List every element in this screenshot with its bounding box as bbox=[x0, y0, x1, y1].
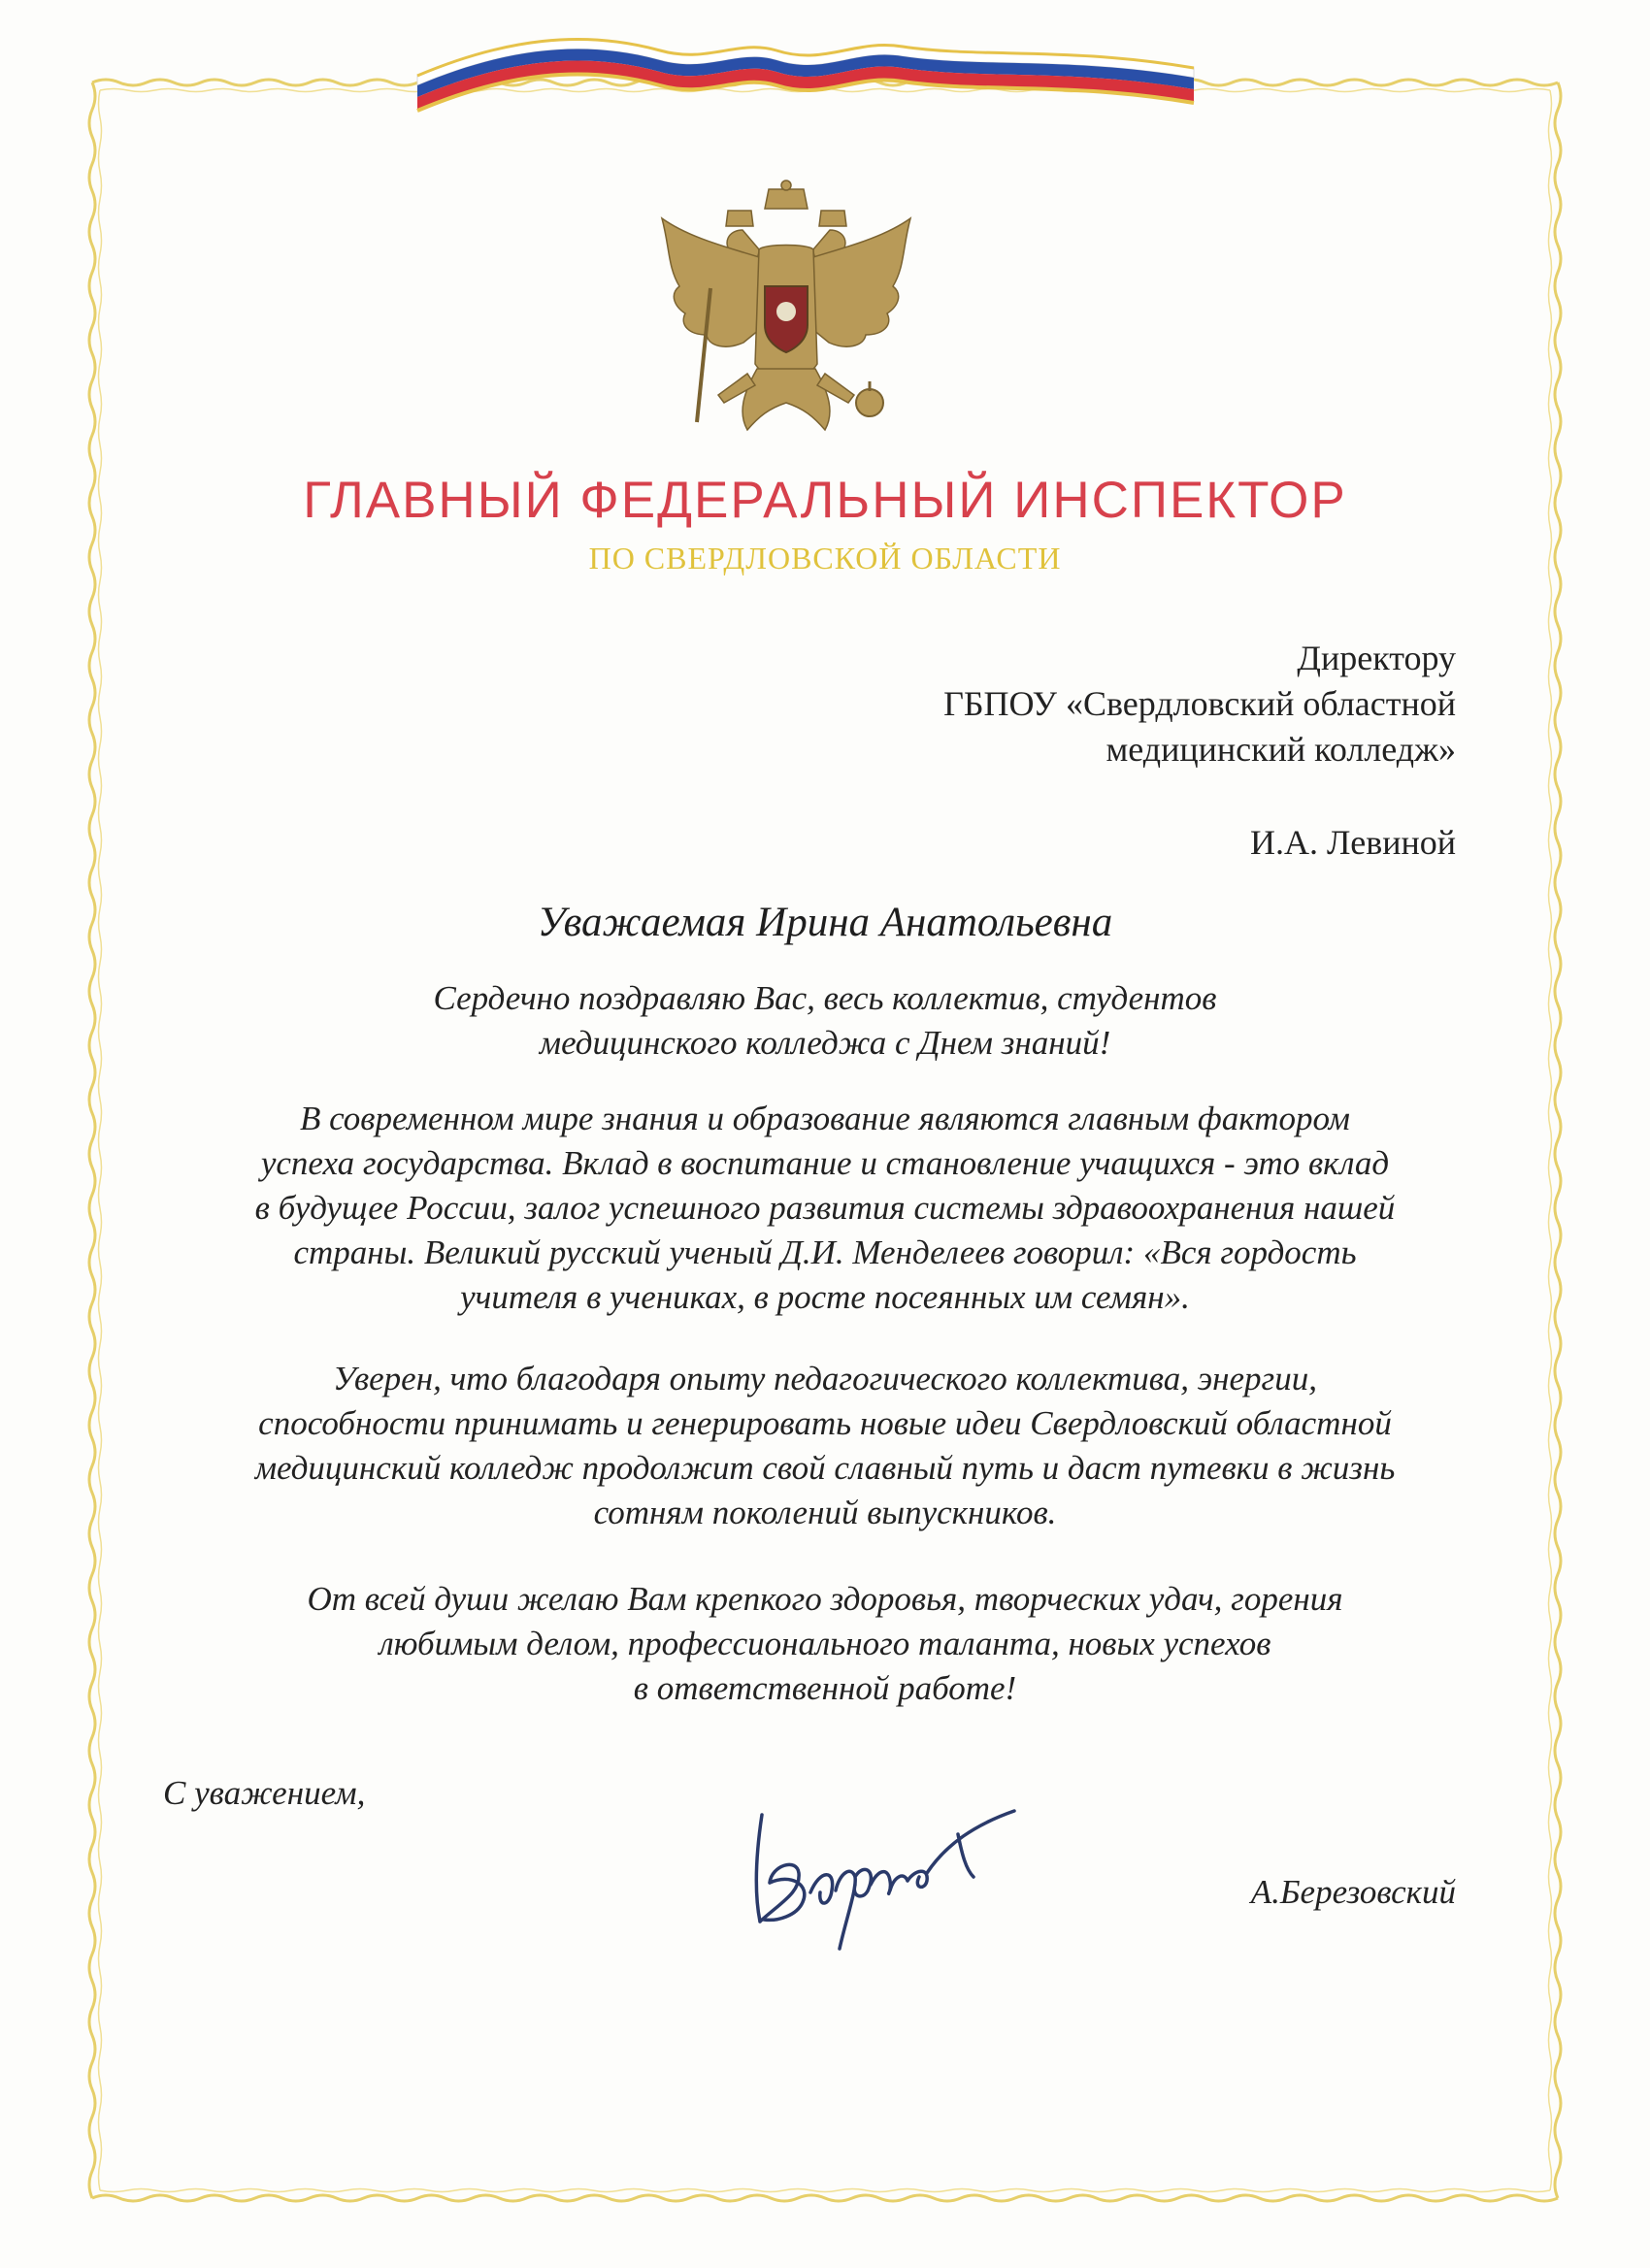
closing-phrase: С уважением, bbox=[163, 1774, 366, 1812]
paragraph-wishes bbox=[146, 1577, 1504, 1711]
paragraph-greeting bbox=[146, 976, 1504, 1066]
paragraph-line: Сердечно поздравляю Вас, весь коллектив, студентов bbox=[433, 979, 1217, 1017]
paragraph-line: В современном мире знания и образование являются главным фактором bbox=[300, 1100, 1350, 1137]
paragraph-line: страны. Великий русский ученый Д.И. Менделеев говорил: «Вся гордость bbox=[293, 1233, 1357, 1271]
signature-icon bbox=[742, 1776, 1034, 1951]
addressee-organization: ГБПОУ «Свердловский областной bbox=[943, 684, 1456, 723]
emblem-icon bbox=[650, 180, 922, 442]
salutation: Уважаемая Ирина Анатольевна bbox=[537, 900, 1113, 945]
ribbon-icon bbox=[0, 0, 1650, 146]
addressee-name: И.А. Левиной bbox=[1250, 823, 1456, 862]
document-subtitle: ПО СВЕРДЛОВСКОЙ ОБЛАСТИ bbox=[588, 541, 1062, 575]
signer-name: А.Березовский bbox=[1250, 1873, 1456, 1911]
paragraph-line: любимым делом, профессионального таланта, новых успехов bbox=[379, 1625, 1271, 1662]
paragraph-line: в ответственной работе! bbox=[633, 1669, 1017, 1707]
paragraph-line: медицинского колледжа с Днем знаний! bbox=[539, 1024, 1111, 1062]
paragraph-line: От всей души желаю Вам крепкого здоровья, творческих удач, горения bbox=[307, 1580, 1343, 1618]
addressee-position: Директору bbox=[1297, 639, 1456, 677]
paragraph-line: в будущее России, залог успешного развития системы здравоохранения нашей bbox=[254, 1189, 1396, 1227]
addressee-block bbox=[776, 636, 1456, 866]
paragraph-education bbox=[146, 1097, 1504, 1320]
addressee-organization-cont: медицинский колледж» bbox=[1106, 730, 1456, 769]
paragraph-line: медицинский колледж продолжит свой славный путь и даст путевки в жизнь bbox=[254, 1449, 1396, 1487]
paragraph-line: Уверен, что благодаря опыту педагогического коллектива, энергии, bbox=[333, 1360, 1317, 1397]
paragraph-line: сотням поколений выпускников. bbox=[593, 1494, 1057, 1531]
paragraph-line: способности принимать и генерировать новые идеи Свердловский областной bbox=[258, 1404, 1392, 1442]
paragraph-line: учителя в учениках, в росте посеянных им семян». bbox=[460, 1278, 1190, 1316]
document-title: ГЛАВНЫЙ ФЕДЕРАЛЬНЫЙ ИНСПЕКТОР bbox=[303, 472, 1347, 529]
paragraph-confidence bbox=[146, 1357, 1504, 1535]
paragraph-line: успеха государства. Вклад в воспитание и становление учащихся - это вклад bbox=[260, 1144, 1390, 1182]
